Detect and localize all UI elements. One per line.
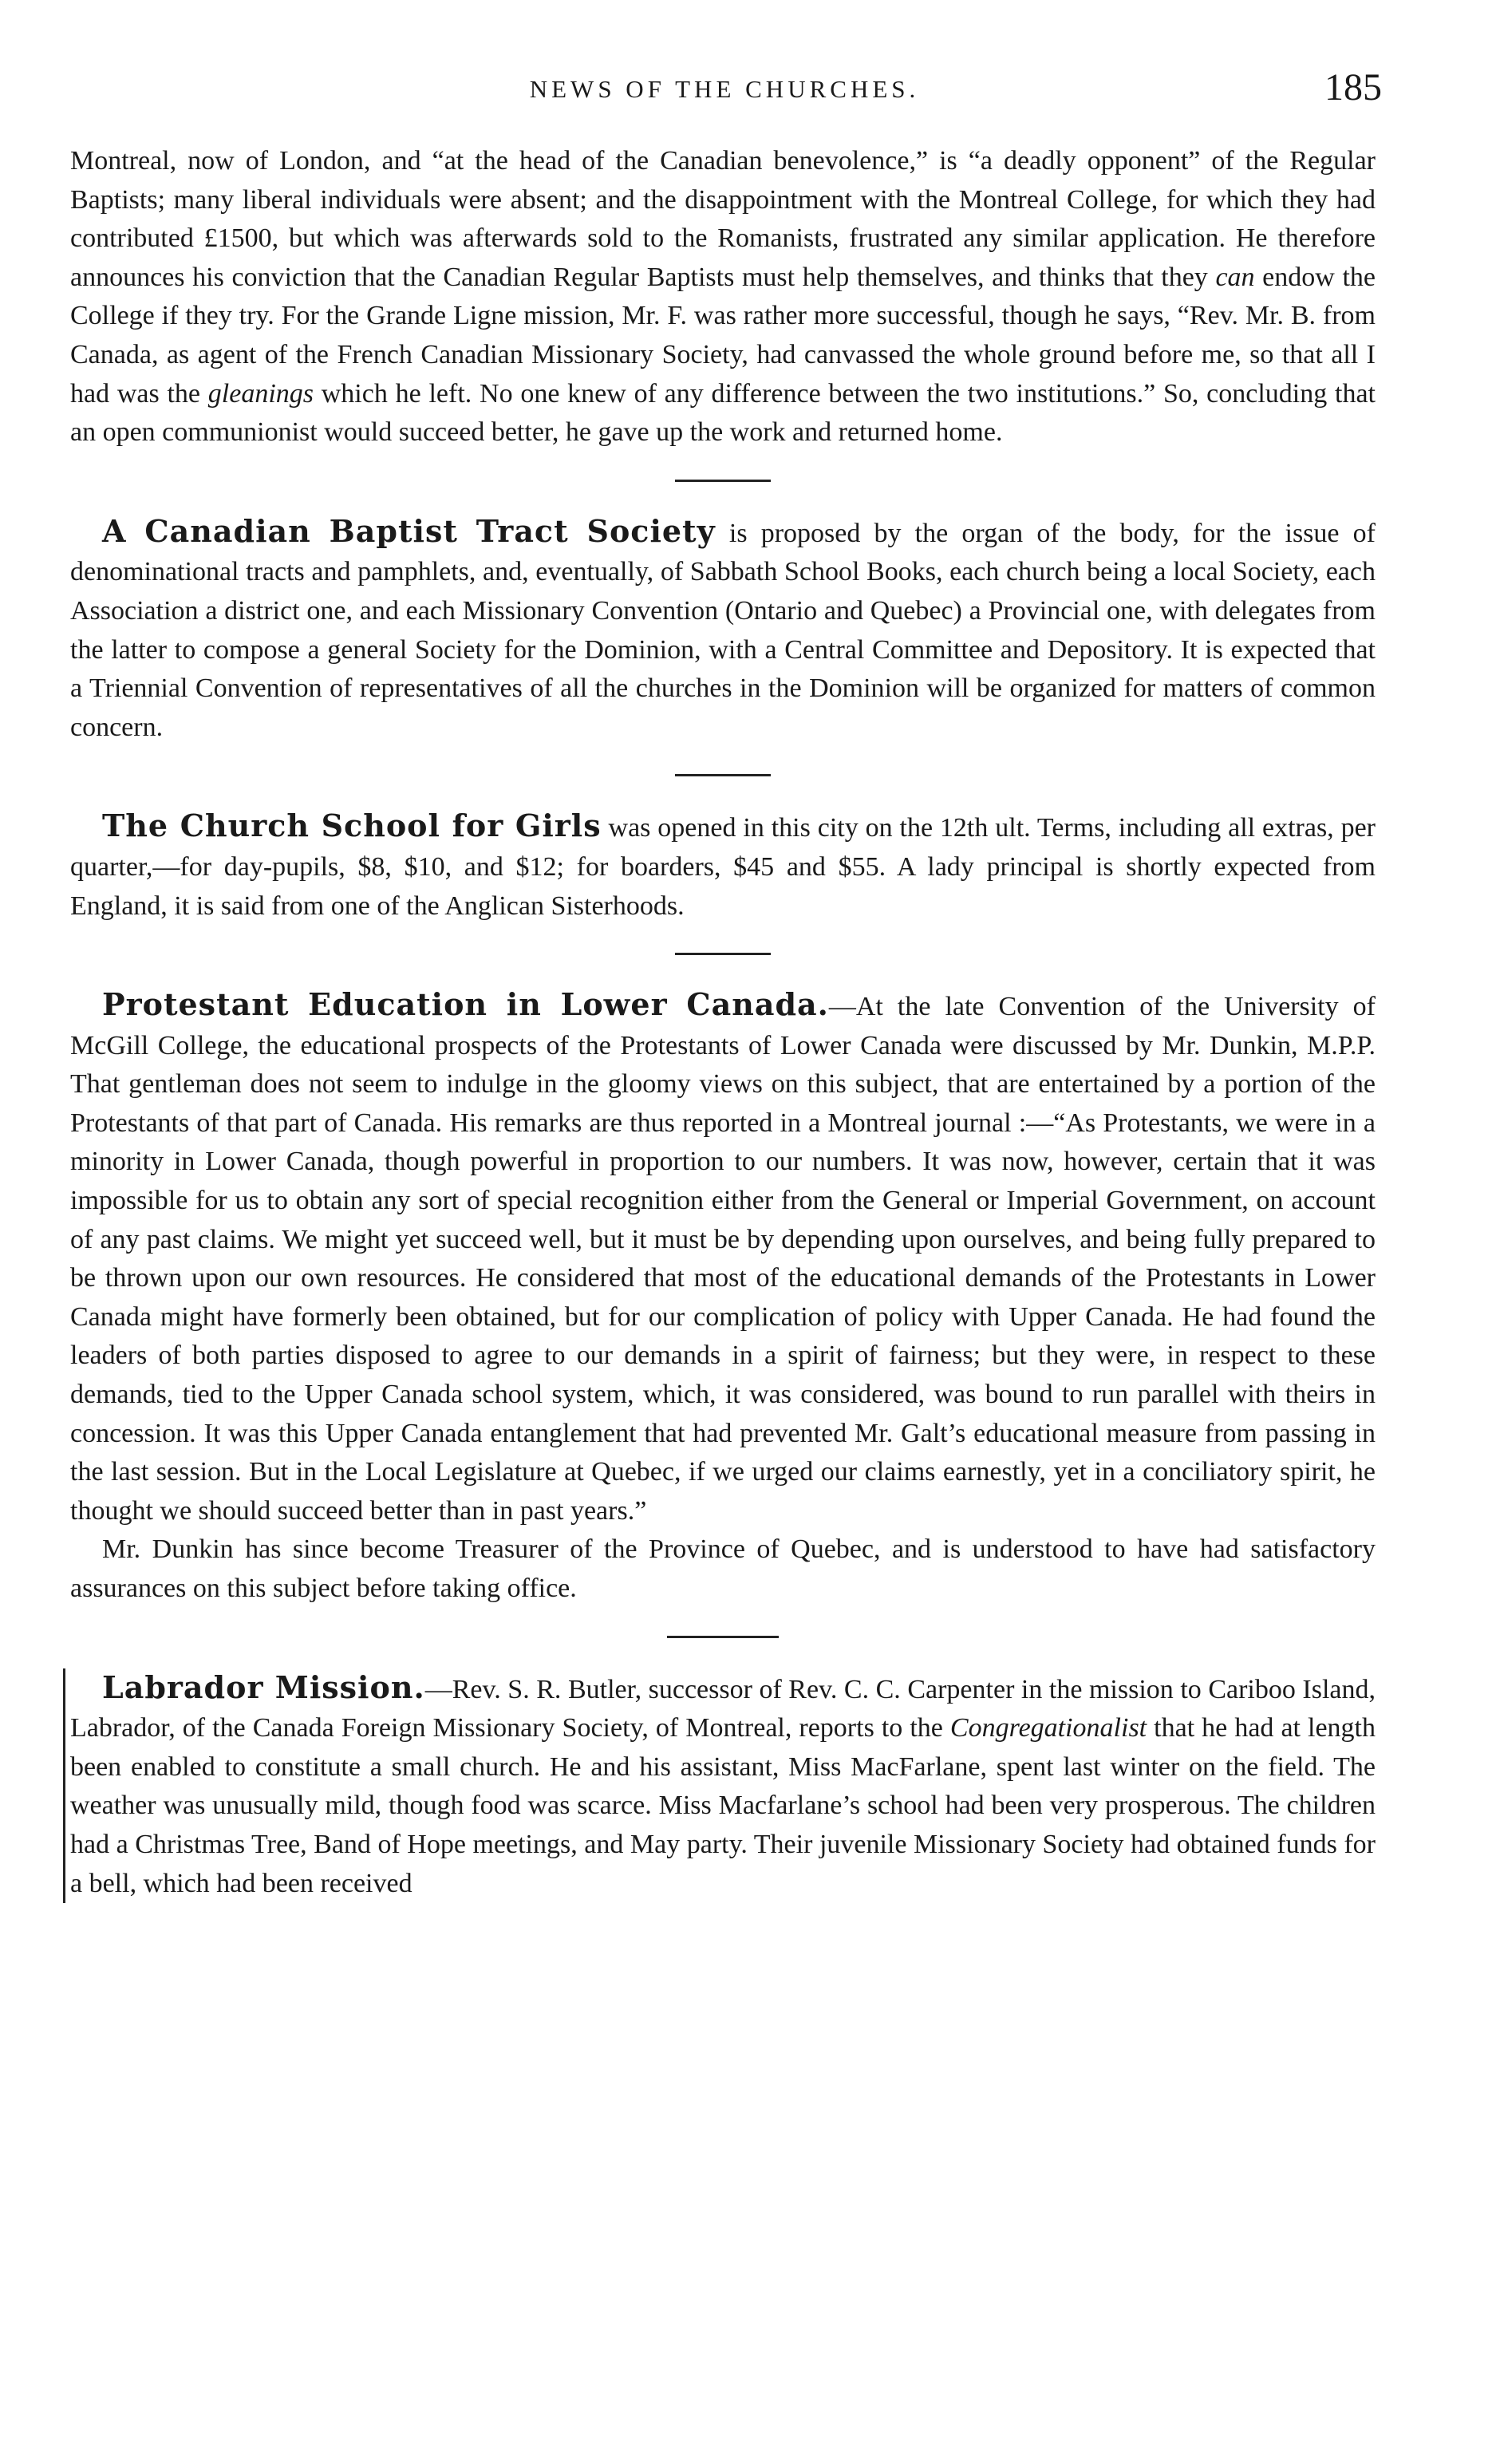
education-followup-paragraph	[70, 1530, 1376, 1608]
montreal-paragraph	[70, 142, 1376, 452]
section-divider	[675, 774, 771, 776]
labrador-text-2: that he had at length been enabled to constitute a small church. He and his assistant, Miss MacFarlane, spent last winter on the field. The weather was unusually mild, though food was scarce. Miss Macfarlane’s school had been very prosperous. The children had a Christmas Tree, Band of Hope meetings, and May party. Their juvenile Missionary Society had obtained funds for a bell, which had been received	[70, 1713, 1376, 1898]
labrador-text: —Rev. S. R. Butler, successor of Rev. C. C. Carpenter in the mission to Cariboo Island, Labrador, of the Canada Foreign Missionary Society, of Montreal, reports to the	[70, 1674, 1376, 1743]
section-divider	[675, 480, 771, 482]
montreal-emphasis-gleanings: gleanings	[207, 378, 314, 409]
section-divider	[667, 1636, 779, 1638]
montreal-text-3: which he left. No one knew of any difference between the two institutions.” So, concluding that an open communionist would succeed better, he gave up the work and returned home.	[70, 378, 1376, 448]
church-school-paragraph	[70, 807, 1376, 926]
section-divider	[675, 953, 771, 955]
tract-society-text: is proposed by the organ of the body, for the issue of denominational tracts and pamphlets, and, eventually, of Sabbath School Books, each church being a local Society, each Association a district one, and each Missionary Convention (Ontario and Quebec) a Provincial one, with delegates from the latter to compose a general Society for the Dominion, with a Central Committee and Depository. It is expected that a Triennial Convention of representatives of all the churches in the Dominion will be organized for matters of common concern.	[70, 518, 1376, 742]
education-paragraph	[70, 985, 1376, 1530]
education-followup-text: Mr. Dunkin has since become Treasurer of the Province of Quebec, and is understood to have had satisfactory assurances on this subject before taking office.	[70, 1534, 1376, 1603]
church-school-heading: The Church School for Girls	[102, 808, 602, 844]
page-number: 185	[1324, 66, 1382, 109]
page-header	[70, 66, 1382, 123]
montreal-text: Montreal, now of London, and “at the head of the Canadian benevolence,” is “a deadly opponent” of the Regular Baptists; many liberal individuals were absent; and the disappointment with the Montreal College, for which they had contributed £1500, but which was afterwards sold to the Romanists, frustrated any similar application. He therefore announces his conviction that the Canadian Regular Baptists must help themselves, and thinks that they	[70, 146, 1376, 292]
labrador-emphasis-congregationalist: Congregationalist	[949, 1713, 1147, 1743]
article-body	[70, 142, 1376, 1903]
labrador-paragraph	[63, 1668, 1376, 1904]
montreal-text-2: endow the College if they try. For the Grande Ligne mission, Mr. F. was rather more successful, though he says, “Rev. Mr. B. from Canada, as agent of the French Canadian Missionary Society, had canvassed the whole ground before me, so that all I had was the	[70, 262, 1376, 409]
tract-society-paragraph	[70, 512, 1376, 748]
montreal-emphasis-can: can	[1215, 262, 1255, 292]
tract-society-heading: A Canadian Baptist Tract Society	[102, 512, 716, 549]
labrador-heading: Labrador Mission.	[102, 1668, 425, 1705]
education-text: —At the late Convention of the University of McGill College, the educational prospects of the Protestants of Lower Canada were discussed by Mr. Dunkin, M.P.P. That gentleman does not seem to indulge in the gloomy views on this subject, that are entertained by a portion of the Protestants of that part of Canada. His remarks are thus reported in a Montreal journal :—“As Protestants, we were in a minority in Lower Canada, though powerful in proportion to our numbers. It was now, however, certain that it was impossible for us to obtain any sort of special recognition either from the General or Imperial Government, on account of any past claims. We might yet succeed well, but it must be by depending upon ourselves, and being fully prepared to be thrown upon our own resources. He considered that most of the educational demands of the Protestants in Lower Canada might have formerly been obtained, but for our complication of policy with Upper Canada. He had found the leaders of both parties disposed to agree to our demands in a spirit of fairness; but they were, in respect to these demands, tied to the Upper Canada school system, which, it was considered, was bound to run parallel with theirs in concession. It was this Upper Canada entanglement that had prevented Mr. Galt’s educational measure from passing in the last session. But in the Local Legislature at Quebec, if we urged our claims earnestly, yet in a conciliatory spirit, he thought we should succeed better than in past years.”	[70, 992, 1376, 1526]
running-title: NEWS OF THE CHURCHES.	[529, 75, 920, 103]
education-heading: Protestant Education in Lower Canada.	[102, 986, 829, 1023]
church-school-text: was opened in this city on the 12th ult. Terms, including all extras, per quarter,—for day-pupils, $8, $10, and $12; for boarders, $45 and $55. A lady principal is shortly expected from England, it is said from one of the Anglican Sisterhoods.	[70, 813, 1376, 921]
